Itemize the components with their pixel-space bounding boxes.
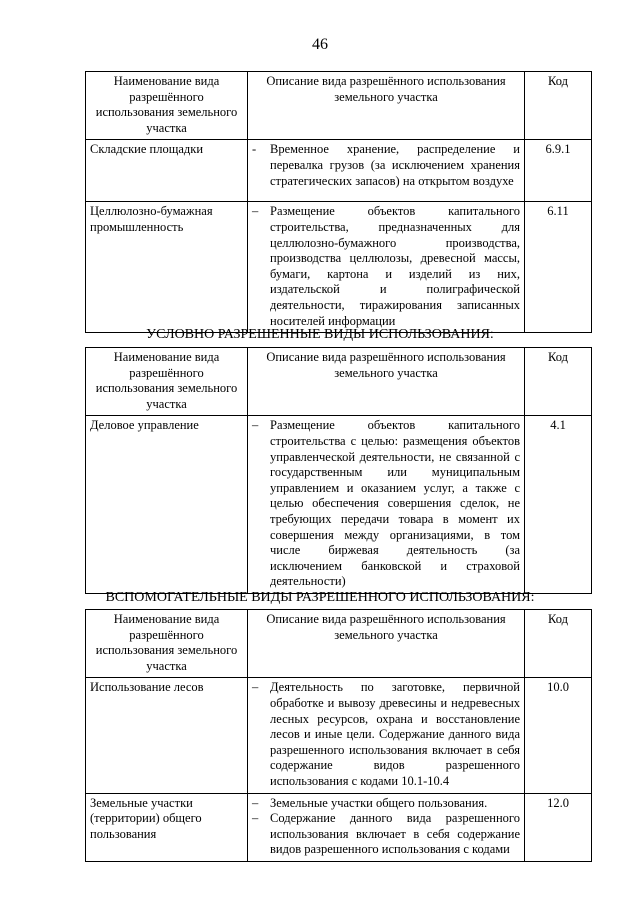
- use-code: 10.0: [525, 678, 592, 793]
- table-row: [86, 140, 592, 202]
- header-description: Описание вида разрешённого использования земельного участка: [248, 610, 525, 678]
- header-code: Код: [525, 72, 592, 140]
- table-row: [86, 416, 592, 594]
- use-code: 6.11: [525, 202, 592, 333]
- auxiliary-uses-table: [85, 609, 592, 862]
- table-header-row: [86, 610, 592, 678]
- use-name: Складские площадки: [86, 140, 248, 202]
- header-code: Код: [525, 610, 592, 678]
- use-code: 12.0: [525, 793, 592, 861]
- header-name: Наименование вида разрешённого использования земельного участка: [86, 348, 248, 416]
- dash: –: [252, 811, 259, 826]
- use-description: – Размещение объектов капитального строительства с целью: размещения объектов управленческой деятельности, не связанной с государственным или муниципальным управлением и оказанием услуг, а также с целью обеспечения совершения сделок, не требующих передачи товара в момент их совершения между организациями, в том числе биржевая деятельность (за исключением банковской и страховой деятельности): [248, 416, 525, 594]
- table-row: [86, 678, 592, 793]
- table-row: [86, 202, 592, 333]
- use-code: 4.1: [525, 416, 592, 594]
- use-name: Использование лесов: [86, 678, 248, 793]
- table-header-row: [86, 72, 592, 140]
- section-title-auxiliary: ВСПОМОГАТЕЛЬНЫЕ ВИДЫ РАЗРЕШЕННОГО ИСПОЛЬЗОВАНИЯ:: [105, 590, 535, 605]
- header-name: Наименование вида разрешённого использования земельного участка: [86, 610, 248, 678]
- use-name: Целлюлозно-бумажная промышленность: [86, 202, 248, 333]
- dash: –: [252, 418, 259, 433]
- header-description: Описание вида разрешённого использования земельного участка: [248, 72, 525, 140]
- use-description: – Деятельность по заготовке, первичной обработке и вывозу древесины и недревесных лесных ресурсов, охрана и восстановление лесов и иные цели. Содержание данного вида разрешенного использования включает в себя содержание видов разрешенного использования с кодами 10.1-10.4: [248, 678, 525, 793]
- dash: –: [252, 204, 259, 219]
- use-name: Деловое управление: [86, 416, 248, 594]
- use-name: Земельные участки (территории) общего пользования: [86, 793, 248, 861]
- permitted-uses-table: [85, 71, 592, 333]
- header-description: Описание вида разрешённого использования земельного участка: [248, 348, 525, 416]
- header-code: Код: [525, 348, 592, 416]
- dash: -: [252, 142, 257, 157]
- page-number: 46: [312, 36, 328, 53]
- use-description: – Размещение объектов капитального строительства, предназначенных для целлюлозно-бумажного производства, производства целлюлозы, древесной массы, бумаги, картона и изделий из них, издательской и полиграфической деятельности, тиражирования записанных носителей информации: [248, 202, 525, 333]
- header-name: Наименование вида разрешённого использования земельного участка: [86, 72, 248, 140]
- table-header-row: [86, 348, 592, 416]
- use-code: 6.9.1: [525, 140, 592, 202]
- conditional-uses-table: [85, 347, 592, 594]
- section-title-conditional: УСЛОВНО РАЗРЕШЕННЫЕ ВИДЫ ИСПОЛЬЗОВАНИЯ:: [146, 327, 494, 342]
- table-row: [86, 793, 592, 861]
- dash: –: [252, 795, 259, 810]
- use-description: - Временное хранение, распределение и перевалка грузов (за исключением хранения стратегических запасов) на открытом воздухе: [248, 140, 525, 202]
- dash: –: [252, 680, 259, 695]
- use-description: – Земельные участки общего пользования. – Содержание данного вида разрешенного использования включает в себя содержание видов разрешенного использования с кодами: [248, 793, 525, 861]
